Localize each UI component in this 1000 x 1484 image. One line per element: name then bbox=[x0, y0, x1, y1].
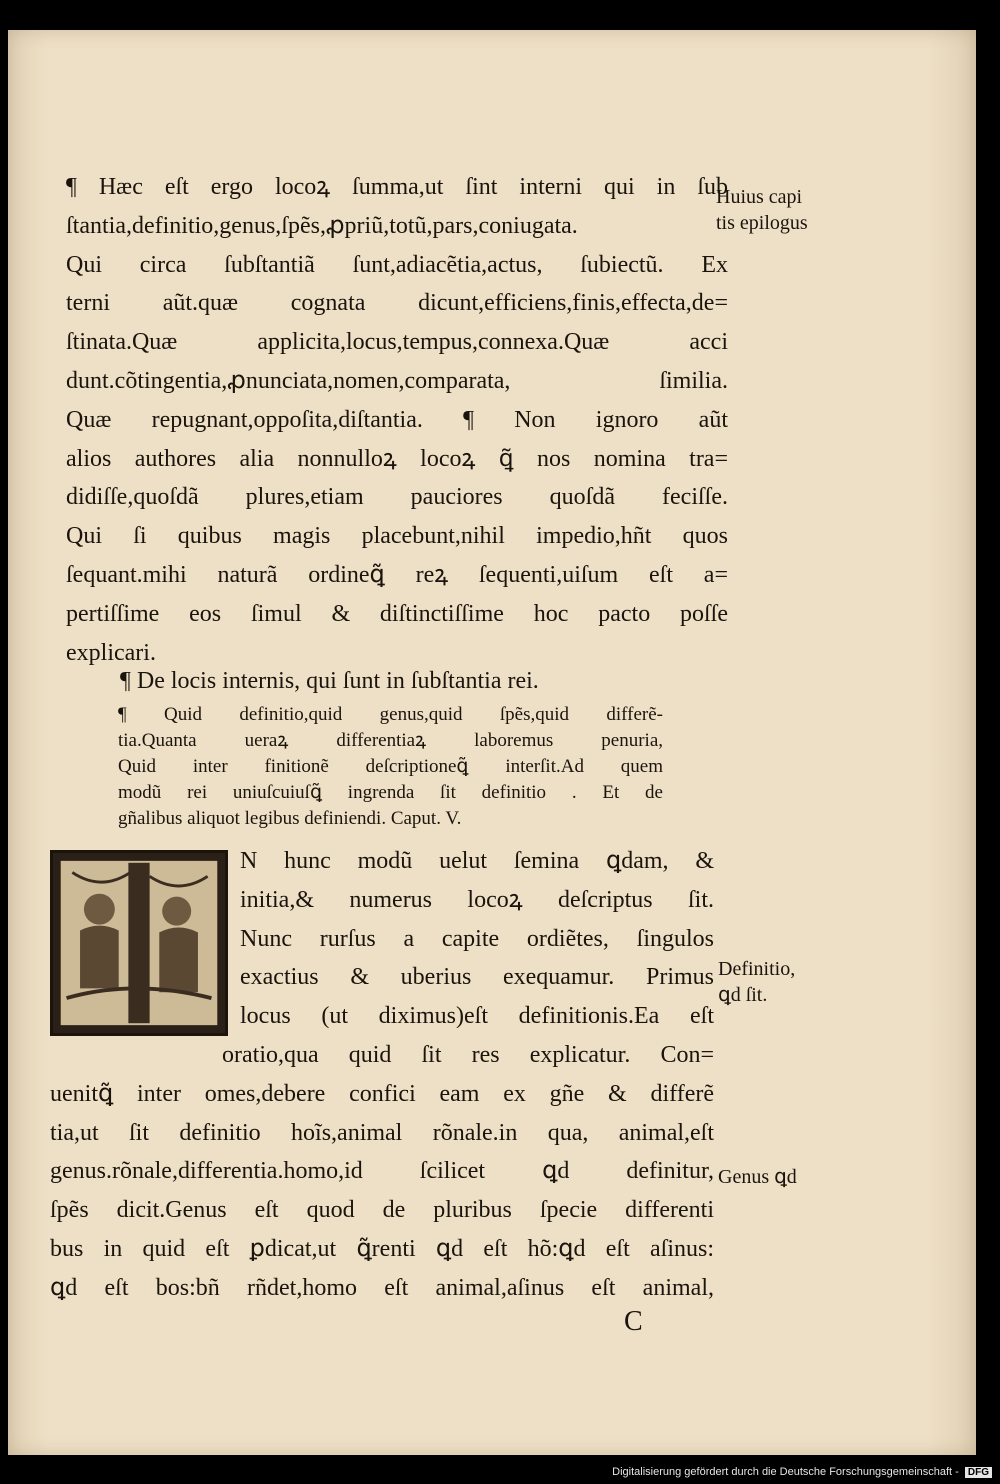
continuation-text-block bbox=[50, 1036, 714, 1308]
text-line: ſtinata.Quæ applicita,locus,tempus,connexa.Quæ acci bbox=[66, 329, 728, 356]
chapter-line: modũ rei uniuſcuiuſꝗ̃ ingrenda ſit definitio . Et de bbox=[118, 782, 663, 803]
text-line: explicari. bbox=[66, 639, 156, 666]
margin-note-line: tis epilogus bbox=[716, 212, 808, 234]
section-heading: ¶ De locis internis, qui ſunt in ſubſtantia rei. bbox=[120, 668, 539, 694]
text-line: ſtantia,definitio,genus,ſpẽs,ꝓpriũ,totũ,pars,coniugata. bbox=[66, 212, 578, 239]
text-line: Quæ repugnant,oppoſita,diſtantia. ¶ Non ignoro aũt bbox=[66, 406, 728, 433]
signature-mark: C bbox=[624, 1306, 643, 1337]
text-line: dunt.cõtingentia,ꝓnunciata,nomen,comparata, ſimilia. bbox=[66, 367, 728, 394]
text-line: tia,ut ſit definitio hoĩs,animal rõnale.in qua, animal,eſt bbox=[50, 1119, 714, 1146]
text-line: ſpẽs dicit.Genus eſt quod de pluribus ſpecie differenti bbox=[50, 1197, 714, 1224]
text-line: alios authores alia nonnulloꝝ locoꝝ ꝗ̃ nos nomina tra= bbox=[66, 445, 728, 472]
woodcut-illustration bbox=[53, 853, 225, 1033]
margin-note-genus: Genus ꝗd bbox=[718, 1166, 797, 1188]
dropcap-text-block bbox=[240, 842, 714, 1036]
dfg-logo: DFG bbox=[965, 1467, 992, 1478]
margin-note-definitio bbox=[718, 956, 795, 1008]
text-line: Nunc rurſus a capite ordiẽtes, ſingulos bbox=[240, 925, 714, 952]
chapter-line: Quid inter finitionẽ deſcriptioneꝗ̃ interſit.Ad quem bbox=[118, 756, 663, 777]
text-line: exactius & uberius exequamur. Primus bbox=[240, 964, 714, 991]
text-line: oratio,qua quid ſit res explicatur. Con= bbox=[222, 1042, 714, 1068]
book-page bbox=[8, 30, 976, 1455]
main-text-block bbox=[66, 168, 728, 672]
chapter-line: ¶ Quid definitio,quid genus,quid ſpẽs,quid differẽ- bbox=[118, 704, 663, 725]
text-line: ſequant.mihi naturã ordineꝗ̃ reꝝ ſequenti,uiſum eſt a= bbox=[66, 561, 728, 588]
margin-note-line: Huius capi bbox=[716, 186, 803, 208]
credit-text: Digitalisierung gefördert durch die Deutsche Forschungsgemeinschaft - bbox=[612, 1466, 959, 1478]
decorated-initial-i-woodcut bbox=[50, 850, 228, 1036]
text-line: pertiſſime eos ſimul & diſtinctiſſime hoc pacto poſſe bbox=[66, 600, 728, 627]
chapter-line: tia.Quanta ueraꝝ differentiaꝝ laboremus penuria, bbox=[118, 730, 663, 751]
text-line: ¶ Hæc eſt ergo locoꝝ ſumma,ut ſint interni qui in ſub bbox=[66, 174, 728, 200]
text-line: genus.rõnale,differentia.homo,id ſcilicet ꝗd definitur, bbox=[50, 1158, 714, 1185]
text-line: N hunc modũ uelut ſemina ꝗdam, & bbox=[240, 848, 714, 874]
chapter-summary bbox=[118, 702, 663, 832]
text-line: Qui ſi quibus magis placebunt,nihil impedio,hñt quos bbox=[66, 523, 728, 550]
text-line: Qui circa ſubſtantiã ſunt,adiacẽtia,actus, ſubiectũ. Ex bbox=[66, 251, 728, 278]
text-line: terni aũt.quæ cognata dicunt,efficiens,finis,effecta,de= bbox=[66, 290, 728, 317]
margin-note-line: ꝗd ſit. bbox=[718, 984, 768, 1006]
chapter-line: gñalibus aliquot legibus definiendi. Caput. V. bbox=[118, 808, 462, 829]
digitization-credit bbox=[612, 1466, 992, 1478]
text-line: ꝗd eſt bos:bñ rñdet,homo eſt animal,aſinus eſt animal, bbox=[50, 1274, 714, 1301]
margin-note-epilogus bbox=[716, 184, 808, 236]
text-line: didiſſe,quoſdã plures,etiam pauciores quoſdã feciſſe. bbox=[66, 484, 728, 511]
text-line: initia,& numerus locoꝝ deſcriptus ſit. bbox=[240, 886, 714, 913]
margin-note-line: Definitio, bbox=[718, 958, 796, 980]
text-line: locus (ut diximus)eſt definitionis.Ea eſt bbox=[240, 1003, 714, 1030]
text-line: uenitꝗ̃ inter omes,debere confici eam ex gñe & differẽ bbox=[50, 1080, 714, 1107]
text-line: bus in quid eſt ꝑdicat,ut ꝗ̃renti ꝗd eſt hõ:ꝗd eſt aſinus: bbox=[50, 1235, 714, 1262]
